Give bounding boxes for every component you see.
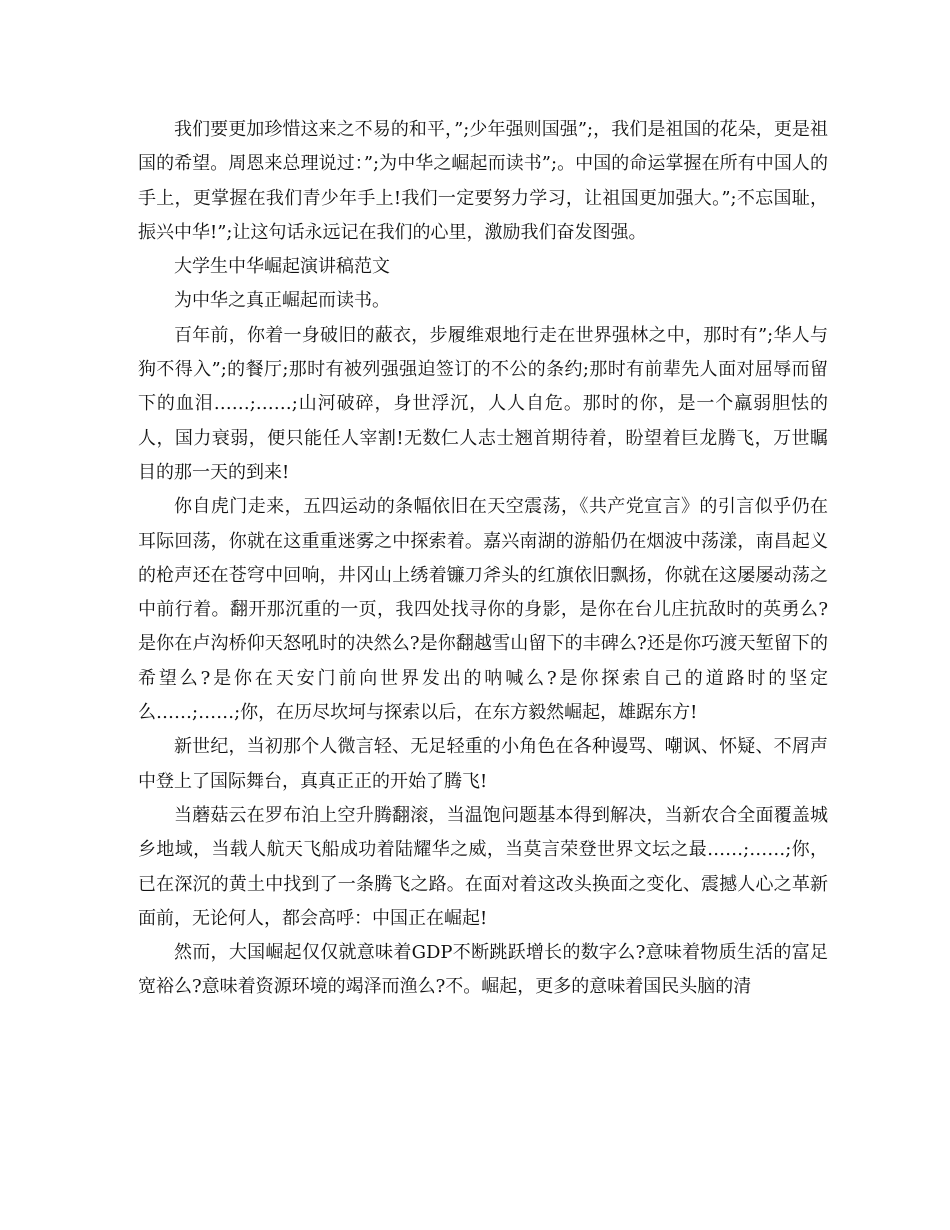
section-title: 大学生中华崛起演讲稿范文	[174, 256, 390, 278]
paragraph-peace-and-youth: 我们要更加珍惜这来之不易的和平，”;少年强则国强”;，我们是祖国的花朵，更是祖国的希望。周恩来总理说过：”;为中华之崛起而读书”;。中国的命运掌握在所有中国人的手上，更掌握在我们青少年手上!我们一定要努力学习，让祖国更加强大。”;不忘国耻，振兴中华!”;让这句话永远记在我们的心里，激励我们奋发图强。	[138, 119, 828, 243]
paragraph-hundred-years-ago: 百年前，你着一身破旧的蔽衣，步履维艰地行走在世界强林之中，那时有”;华人与狗不得入”;的餐厅;那时有被列强强迫签订的不公的条约;那时有前辈先人面对屈辱而留下的血泪……;……;山河破碎，身世浮沉，人人自危。那时的你，是一个羸弱胆怯的人，国力衰弱，便只能任人宰割!无数仁人志士翘首期待着，盼望着巨龙腾飞，万世瞩目的那一天的到来!	[138, 324, 828, 483]
speech-opening-line: 为中华之真正崛起而读书。	[174, 290, 390, 312]
paragraph-humen: 你自虎门走来，五四运动的条幅依旧在天空震荡，《共产党宣言》的引言似乎仍在耳际回荡，你就在这重重迷雾之中探索着。嘉兴南湖的游船仍在烟波中荡漾，南昌起义的枪声还在苍穹中回响，井冈山上绣着镰刀斧头的红旗依旧飘扬，你就在这屡屡动荡之中前行着。翻开那沉重的一页，我四处找寻你的身影，是你在台儿庄抗敌时的英勇么?是你在卢沟桥仰天怒吼时的决然么?是你翻越雪山留下的丰碑么?还是你巧渡天堑留下的希望么?是你在天安门前向世界发出的呐喊么?是你探索自己的道路时的坚定么……;……;你，在历尽坎坷与探索以后，在东方毅然崛起，雄踞东方!	[138, 496, 828, 724]
paragraph-achievements: 当蘑菇云在罗布泊上空升腾翻滚，当温饱问题基本得到解决，当新农合全面覆盖城乡地域，当载人航天飞船成功着陆耀华之威，当莫言荣登世界文坛之最……;……;你，已在深沉的黄土中找到了一条腾飞之路。在面对着这改头换面之变化、震撼人心之革新面前，无论何人，都会高呼：中国正在崛起!	[138, 804, 828, 929]
paragraph-rise-meaning: 然而，大国崛起仅仅就意味着GDP不断跳跃增长的数字么?意味着物质生活的富足宽裕么?意味着资源环境的竭泽而渔么?不。崛起，更多的意味着国民头脑的清	[138, 942, 828, 998]
document-page	[138, 113, 828, 1005]
paragraph-new-century: 新世纪，当初那个人微言轻、无足轻重的小角色在各种谩骂、嘲讽、怀疑、不屑声中登上了国际舞台，真真正正的开始了腾飞!	[138, 736, 828, 792]
